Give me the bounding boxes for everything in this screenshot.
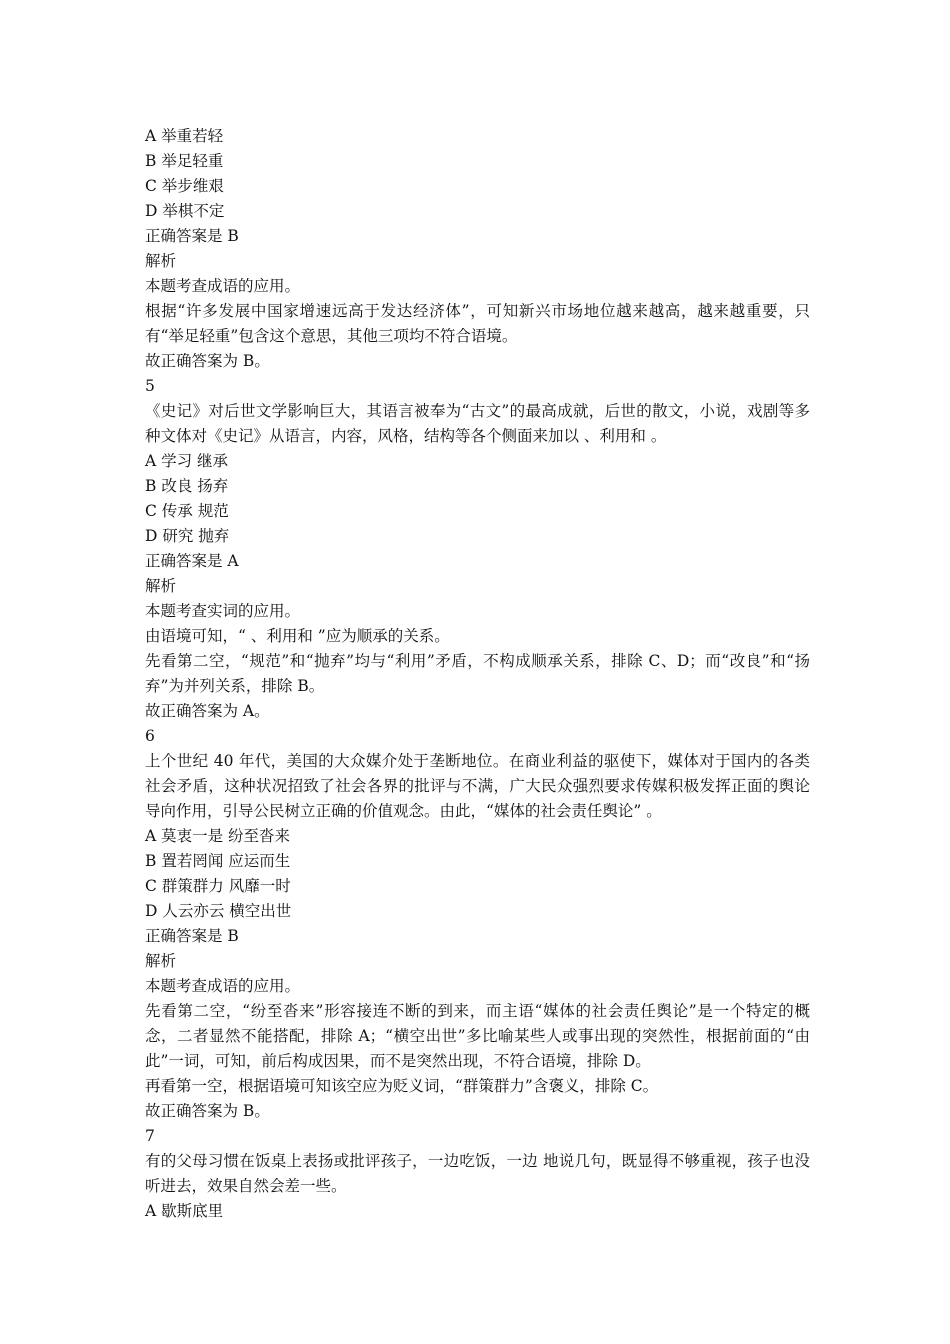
question-text: 上个世纪 40 年代，美国的大众媒介处于垄断地位。在商业利益的驱使下，媒体对于国内的各类社会矛盾，这种状况招致了社会各界的批评与不满，广大民众强烈要求传媒积极发挥正面的舆论导向作用，引导公民树立正确的价值观念。由此，“媒体的社会责任舆论” 。 bbox=[145, 752, 810, 820]
analysis-text: 再看第一空，根据语境可知该空应为贬义词，“群策群力”含褒义，排除 C。 bbox=[145, 1077, 659, 1095]
analysis-text: 本题考查成语的应用。 bbox=[145, 277, 301, 295]
analysis-text: 根据“许多发展中国家增速远高于发达经济体”，可知新兴市场地位越来越高，越来越重要，只有“举足轻重”包含这个意思，其他三项均不符合语境。 bbox=[145, 302, 810, 345]
analysis-conclusion: 故正确答案为 A。 bbox=[145, 702, 270, 720]
option-d: D 人云亦云 横空出世 bbox=[145, 902, 292, 920]
option-c: C 群策群力 风靡一时 bbox=[145, 877, 291, 895]
correct-answer: 正确答案是 A bbox=[145, 552, 239, 570]
analysis-heading: 解析 bbox=[145, 577, 177, 595]
option-d: D 研究 抛弃 bbox=[145, 527, 230, 545]
option-a: A 莫衷一是 纷至沓来 bbox=[145, 827, 291, 845]
option-a: A 歇斯底里 bbox=[145, 1202, 224, 1220]
question-number: 7 bbox=[145, 1127, 155, 1145]
question-number: 6 bbox=[145, 727, 155, 745]
analysis-text: 本题考查成语的应用。 bbox=[145, 977, 301, 995]
correct-answer: 正确答案是 B bbox=[145, 227, 239, 245]
question-number: 5 bbox=[145, 377, 155, 395]
analysis-text: 由语境可知，“ 、利用和 ”应为顺承的关系。 bbox=[145, 627, 450, 645]
option-a: A 举重若轻 bbox=[145, 127, 224, 145]
analysis-text: 先看第二空，“规范”和“抛弃”均与“利用”矛盾，不构成顺承关系，排除 C、D；而“改良”和“扬弃”为并列关系，排除 B。 bbox=[145, 652, 810, 695]
analysis-text: 本题考查实词的应用。 bbox=[145, 602, 301, 620]
option-a: A 学习 继承 bbox=[145, 452, 229, 470]
question-text: 《史记》对后世文学影响巨大，其语言被奉为“古文”的最高成就，后世的散文，小说，戏剧等多种文体对《史记》从语言，内容，风格，结构等各个侧面来加以 、利用和 。 bbox=[145, 402, 810, 445]
option-d: D 举棋不定 bbox=[145, 202, 225, 220]
analysis-conclusion: 故正确答案为 B。 bbox=[145, 352, 270, 370]
document-body bbox=[145, 124, 810, 1224]
analysis-heading: 解析 bbox=[145, 252, 177, 270]
correct-answer: 正确答案是 B bbox=[145, 927, 239, 945]
analysis-heading: 解析 bbox=[145, 952, 177, 970]
option-b: B 举足轻重 bbox=[145, 152, 224, 170]
analysis-text: 先看第二空，“纷至沓来”形容接连不断的到来，而主语“媒体的社会责任舆论”是一个特定的概念，二者显然不能搭配，排除 A；“横空出世”多比喻某些人或事出现的突然性，根据前面的“由此”一词，可知，前后构成因果，而不是突然出现，不符合语境，排除 D。 bbox=[145, 1002, 810, 1070]
analysis-conclusion: 故正确答案为 B。 bbox=[145, 1102, 270, 1120]
option-b: B 置若罔闻 应运而生 bbox=[145, 852, 291, 870]
option-c: C 举步维艰 bbox=[145, 177, 224, 195]
question-text: 有的父母习惯在饭桌上表扬或批评孩子，一边吃饭，一边 地说几句，既显得不够重视，孩子也没听进去，效果自然会差一些。 bbox=[145, 1152, 810, 1195]
option-c: C 传承 规范 bbox=[145, 502, 229, 520]
option-b: B 改良 扬弃 bbox=[145, 477, 229, 495]
